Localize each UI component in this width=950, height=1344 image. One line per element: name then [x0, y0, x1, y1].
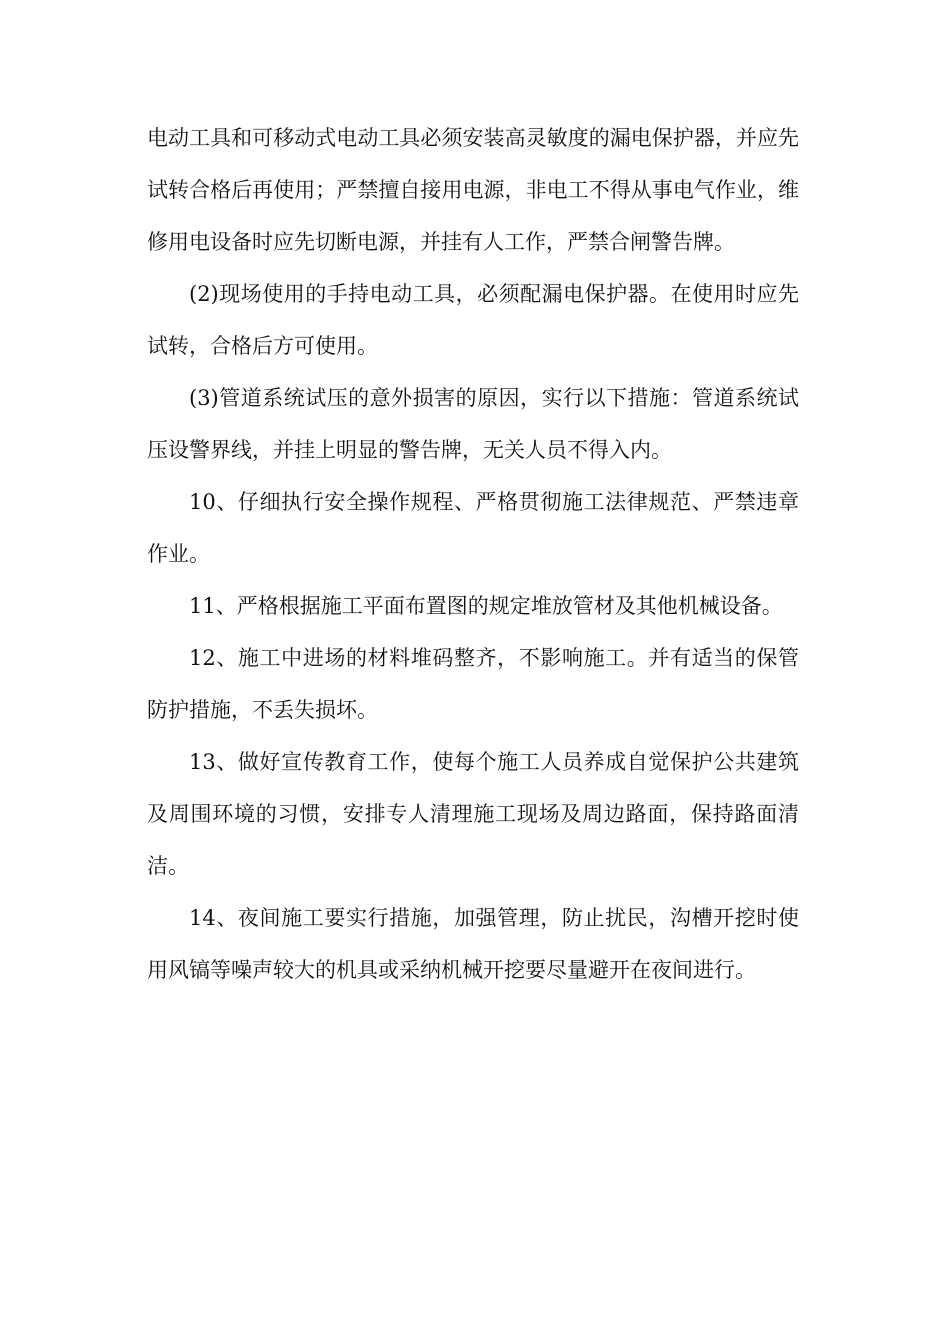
paragraph-item-11: 11、严格根据施工平面布置图的规定堆放管材及其他机械设备。 [189, 594, 783, 618]
paragraph-item-13: 13、做好宣传教育工作，使每个施工人员养成自觉保护公共建筑及周围环境的习惯，安排专人清理施工现场及周边路面，保持路面清洁。 [147, 750, 799, 878]
paragraph-continuation: 电动工具和可移动式电动工具必须安装高灵敏度的漏电保护器，并应先试转合格后再使用；严禁擅自接用电源，非电工不得从事电气作业，维修用电设备时应先切断电源，并挂有人工作，严禁合闸警告牌。 [147, 126, 799, 254]
paragraph-item-12: 12、施工中进场的材料堆码整齐，不影响施工。并有适当的保管防护措施，不丢失损坏。 [147, 646, 799, 722]
paragraph-item-14: 14、夜间施工要实行措施，加强管理，防止扰民，沟槽开挖时使用风镐等噪声较大的机具或采纳机械开挖要尽量避开在夜间进行。 [147, 906, 799, 982]
paragraph-item-3: (3)管道系统试压的意外损害的原因，实行以下措施：管道系统试压设警界线，并挂上明显的警告牌，无关人员不得入内。 [147, 386, 799, 462]
paragraph-item-10: 10、仔细执行安全操作规程、严格贯彻施工法律规范、严禁违章作业。 [147, 490, 799, 566]
paragraph-item-2: (2)现场使用的手持电动工具，必须配漏电保护器。在使用时应先试转，合格后方可使用。 [147, 282, 799, 358]
document-body [147, 112, 799, 996]
